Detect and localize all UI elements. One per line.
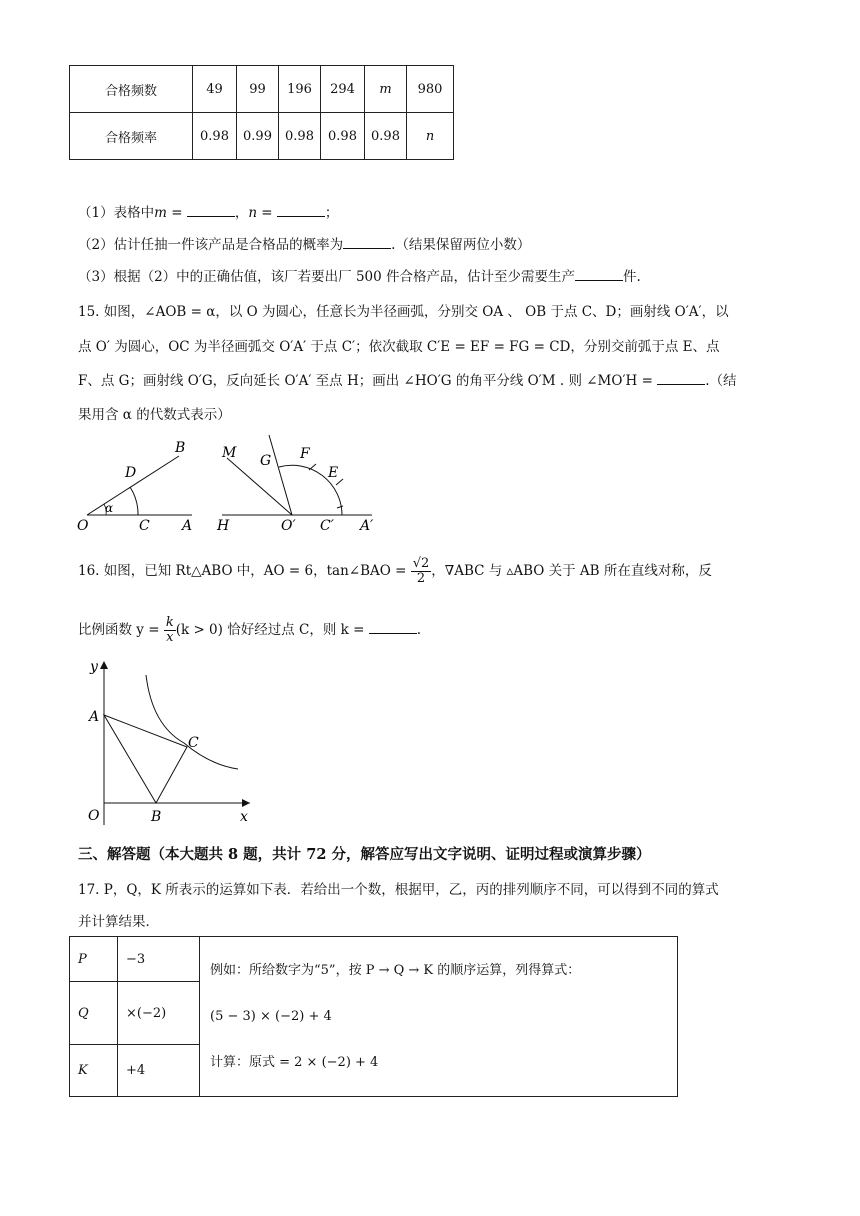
label-a: A	[182, 518, 193, 534]
coordinate-figure	[80, 655, 260, 830]
tick-f	[309, 464, 316, 470]
construction-figure	[212, 430, 387, 535]
label-y: y	[90, 659, 98, 675]
op-value: +4	[118, 1045, 200, 1097]
label-a: A	[89, 709, 100, 725]
table-cell: m	[365, 66, 407, 113]
label-alpha: α	[105, 501, 114, 515]
q16-line1: 16. 如图，已知 Rt△ABO 中，AO = 6，tan∠BAO = $\frac{√2}{2}$ ，∇ABC 与 ▵ABO 关于 AB 所在直线对称，反	[78, 556, 712, 586]
q15-line2: 点 O′ 为圆心，OC 为半径画弧交 O′A′ 于点 C′；依次截取 C′E = EF = FG = CD，分别交前弧于点 E、点	[78, 339, 720, 355]
op-key: Q	[70, 982, 118, 1045]
q14-part3: （3）根据（2）中的正确估值，该厂若要出厂 500 件合格产品，估计至少需要生产 件.	[78, 269, 641, 285]
q16-line2: 比例函数 y = $\frac{k}{x}$ (k > 0) 恰好经过点 C，则 k = .	[78, 615, 421, 645]
label-h: H	[217, 518, 230, 534]
q17-line1: 17. P，Q，K 所表示的运算如下表．若给出一个数，根据甲，乙，丙的排列顺序不同，可以得到不同的算式	[78, 882, 719, 898]
answer-blank	[657, 372, 705, 385]
answer-blank	[369, 621, 417, 634]
q15-line3: F、点 G；画射线 O′G，反向延长 O′A′ 至点 H；画出 ∠HO′G 的角平分线 O′M . 则 ∠MO′H = .（结	[78, 373, 737, 389]
op-key: P	[70, 937, 118, 982]
arc-cd	[130, 487, 138, 515]
label-c: C	[139, 518, 150, 534]
section-heading: 三、解答题（本大题共 8 题，共计 72 分，解答应写出文字说明、证明过程或演算步骤）	[78, 846, 651, 863]
frequency-table	[69, 65, 454, 160]
example-line-2: (5 − 3) × (−2) + 4	[210, 1008, 332, 1024]
q14-part2: （2）估计任抽一件该产品是合格品的概率为 .（结果保留两位小数）	[78, 237, 531, 253]
example-box	[200, 937, 678, 1097]
label-b: B	[151, 809, 162, 825]
label-d: D	[125, 465, 137, 481]
example-line-1: 例如：所给数字为“5”，按 P → Q → K 的顺序运算，列得算式：	[210, 962, 581, 978]
table-cell: 980	[407, 66, 454, 113]
triangle-abc	[104, 715, 187, 803]
table-cell: 49	[193, 66, 237, 113]
table-row	[70, 937, 678, 982]
fraction-k-over-x: $\frac{k}{x}$	[165, 615, 174, 645]
answer-blank	[277, 204, 325, 217]
q17-line2: 并计算结果．	[78, 914, 159, 930]
table-cell: 196	[279, 66, 321, 113]
op-value: ×(−2)	[118, 982, 200, 1045]
q14-part1: （1）表格中m = ，n = ；	[78, 205, 339, 221]
label-f: F	[300, 446, 310, 462]
angle-aob-figure	[72, 430, 202, 535]
table-cell: 294	[321, 66, 365, 113]
tick-c2	[337, 506, 343, 508]
table-cell: 0.98	[321, 113, 365, 160]
label-a-prime: A′	[360, 518, 374, 534]
table-row	[70, 113, 454, 160]
q15-line1: 15. 如图，∠AOB = α，以 O 为圆心，任意长为半径画弧，分别交 OA 、 OB 于点 C、D；画射线 O′A′，以	[78, 304, 729, 320]
example-line-3: 计算：原式 = 2 × (−2) + 4	[210, 1054, 379, 1070]
label-b: B	[175, 440, 186, 456]
table-cell: 0.98	[193, 113, 237, 160]
label-c: C	[188, 735, 199, 751]
row-label: 合格频数	[70, 66, 193, 113]
label-o: O	[77, 518, 89, 534]
label-x: x	[240, 809, 248, 825]
answer-blank	[187, 204, 235, 217]
row-label: 合格频率	[70, 113, 193, 160]
table-cell: 0.98	[365, 113, 407, 160]
operation-table	[69, 936, 678, 1097]
hyperbola-curve	[146, 675, 238, 769]
table-cell: 0.98	[279, 113, 321, 160]
q15-line4: 果用含 α 的代数式表示）	[78, 407, 231, 423]
label-m: M	[222, 445, 237, 461]
table-cell: 99	[237, 66, 279, 113]
table-cell: n	[407, 113, 454, 160]
table-cell: 0.99	[237, 113, 279, 160]
fraction-sqrt2-over-2: $\frac{√2}{2}$	[412, 556, 430, 586]
label-o: O	[88, 808, 100, 824]
ray-og	[269, 435, 292, 515]
y-axis-arrow	[100, 661, 108, 669]
answer-blank	[575, 268, 623, 281]
label-c-prime: C′	[320, 518, 334, 534]
op-key: K	[70, 1045, 118, 1097]
label-e: E	[328, 465, 339, 481]
op-value: −3	[118, 937, 200, 982]
label-o-prime: O′	[281, 518, 296, 534]
table-row	[70, 66, 454, 113]
label-g: G	[260, 453, 272, 469]
x-axis-arrow	[242, 799, 250, 807]
answer-blank	[343, 236, 391, 249]
